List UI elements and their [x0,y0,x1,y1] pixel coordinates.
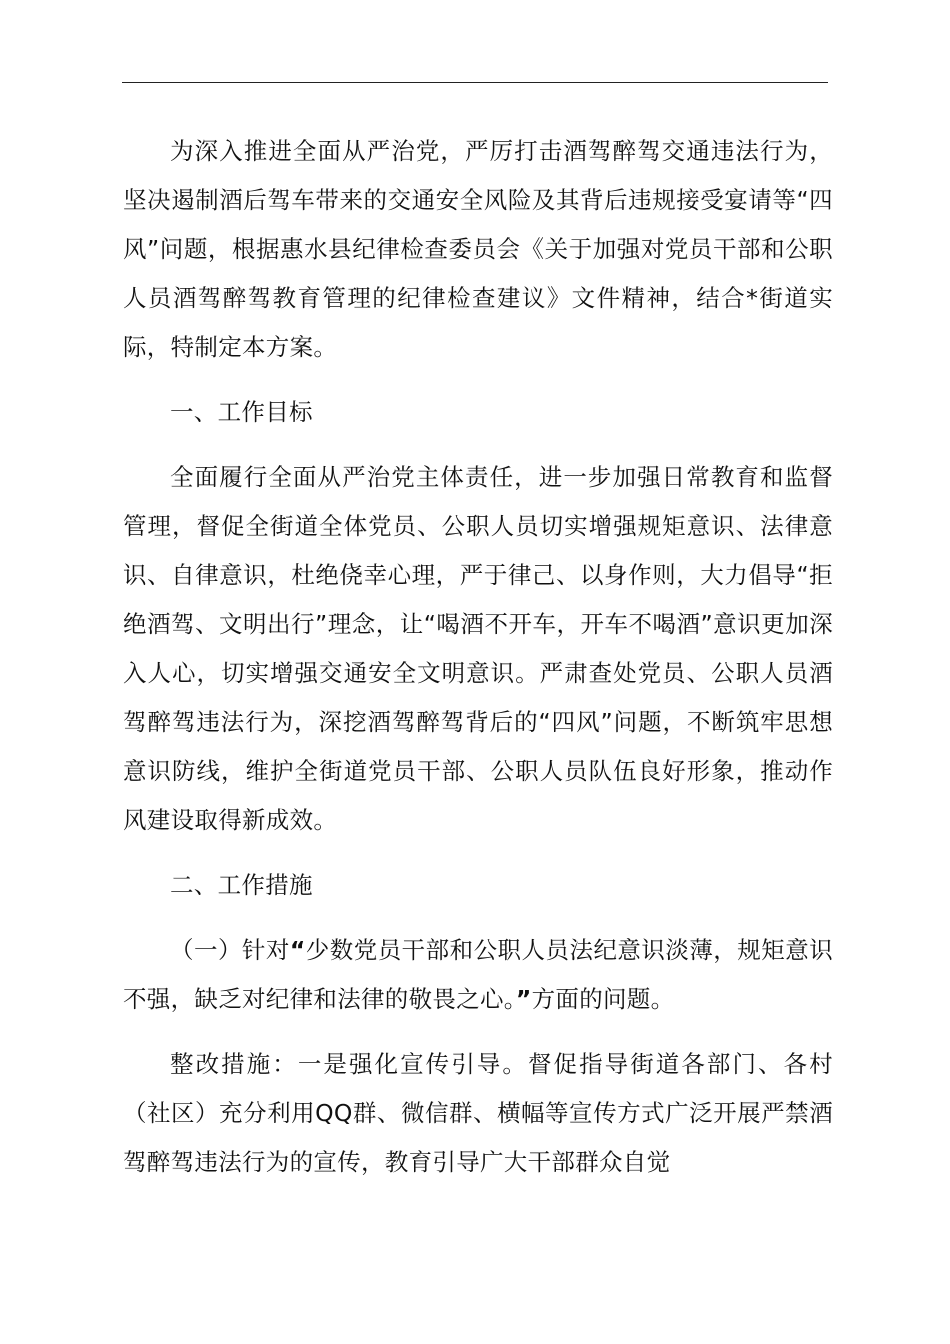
close-quote: ” [515,985,532,1013]
intro-paragraph: 为深入推进全面从严治党，严厉打击酒驾醉驾交通违法行为，坚决遏制酒后驾车带来的交通安全风险及其背后违规接受宴请等“四风”问题，根据惠水县纪律检查委员会《关于加强对党员干部和公职人员酒驾醉驾教育管理的纪律检查建议》文件精神，结合*街道实际，特制定本方案。 [123,137,833,361]
goals-paragraph: 全面履行全面从严治党主体责任，进一步加强日常教育和监督管理，督促全街道全体党员、公职人员切实增强规矩意识、法律意识、自律意识，杜绝侥幸心理，严于律己、以身作则，大力倡导“拒绝酒驾、文明出行”理念，让“喝酒不开车，开车不喝酒”意识更加深入人心，切实增强交通安全文明意识。严肃查处党员、公职人员酒驾醉驾违法行为，深挖酒驾醉驾背后的“四风”问题，不断筑牢思想意识防线，维护全街道党员干部、公职人员队伍良好形象，推动作风建设取得新成效。 [123,463,833,834]
measure-item-1-suffix: 方面的问题。 [531,985,675,1013]
open-quote: “ [289,936,306,964]
section-heading-goals: 一、工作目标 [170,398,313,426]
section-heading-measures: 二、工作措施 [170,871,313,899]
rectification-paragraph: 整改措施：一是强化宣传引导。督促指导街道各部门、各村（社区）充分利用QQ群、微信群、横幅等宣传方式广泛开展严禁酒驾醉驾违法行为的宣传，教育引导广大干部群众自觉 [123,1050,833,1176]
header-rule [122,82,828,83]
measure-item-1-prefix: （一）针对 [170,936,290,964]
document-body [123,127,833,1187]
measure-item-1 [123,926,833,1024]
measure-item-1-text: 少数党员干部和公职人员法纪意识淡薄，规矩意识不强，缺乏对纪律和法律的敬畏之心。 [123,936,833,1013]
